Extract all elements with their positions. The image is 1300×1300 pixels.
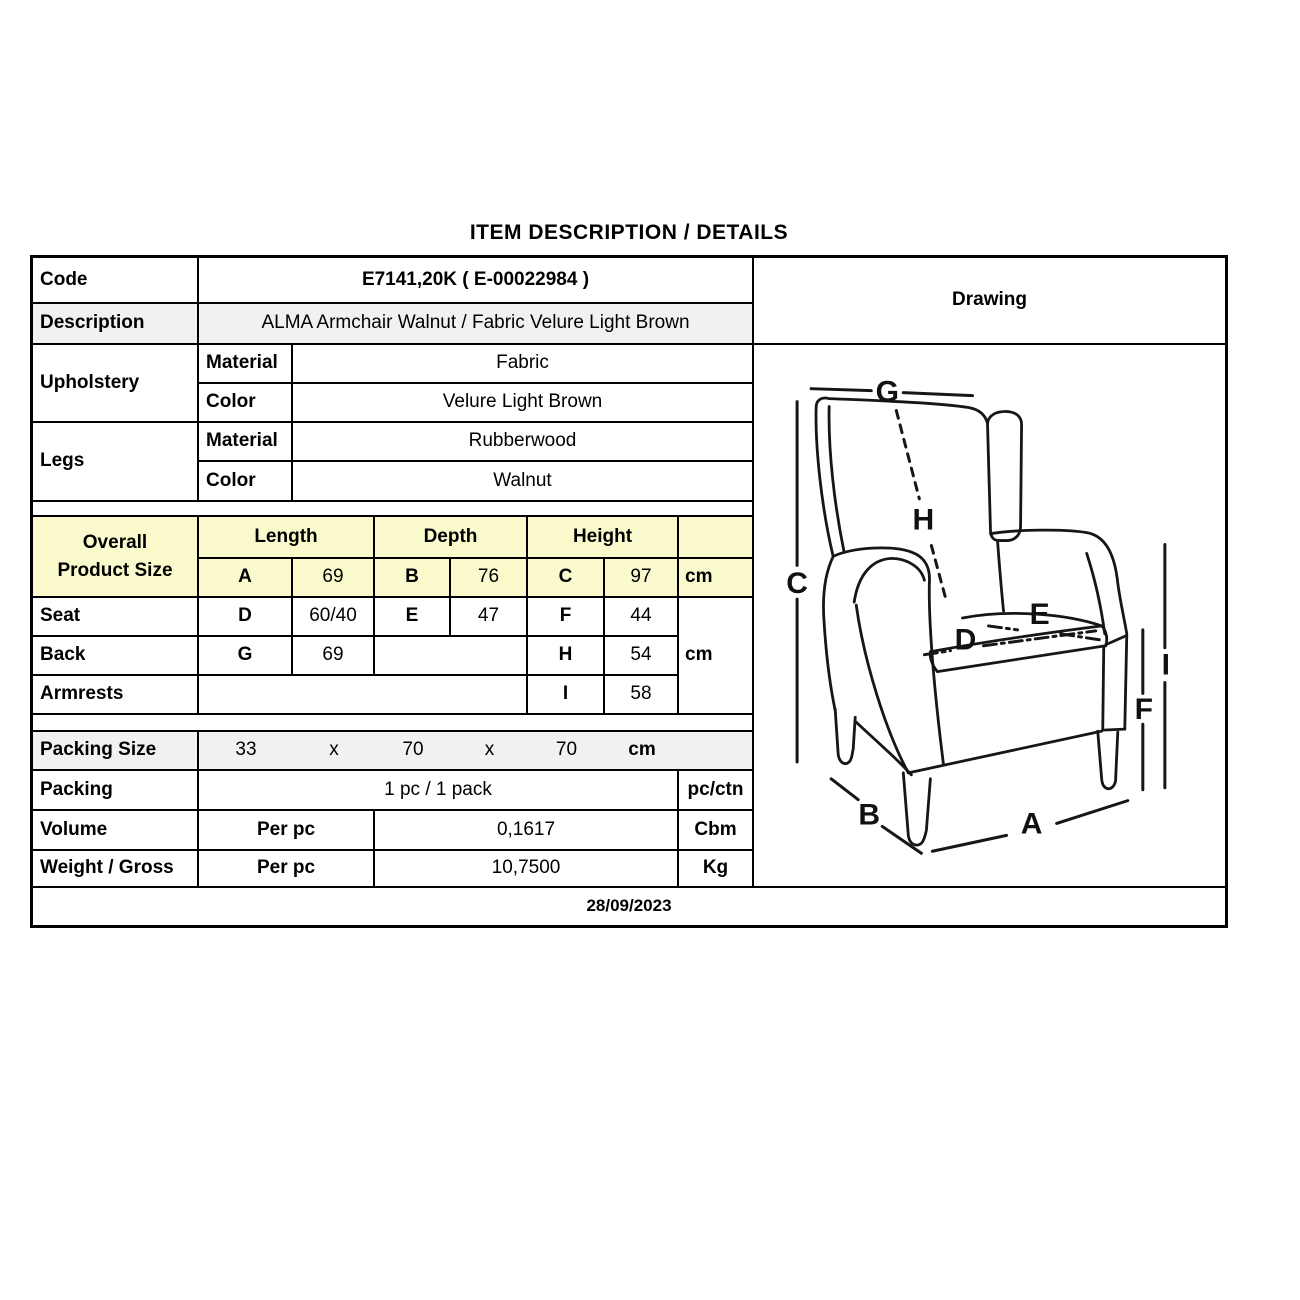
chair-left-side: [823, 556, 835, 710]
overall-label-line1: Overall: [82, 531, 148, 553]
footer-date: 28/09/2023: [586, 896, 672, 916]
back-h-key: H: [528, 637, 605, 676]
overall-a-value: 69: [293, 559, 375, 598]
back-label: Back: [33, 637, 199, 676]
chair-base-front-right-edge: [1103, 647, 1104, 730]
seat-f-key: F: [528, 598, 605, 637]
chair-left-arm-inner-arc: [854, 558, 924, 602]
base-front-bottom-edge: [908, 731, 1101, 773]
dim-label-b: B: [858, 798, 881, 832]
seat-d-value: 60/40: [293, 598, 375, 637]
overall-c-value: 97: [605, 559, 679, 598]
armrests-label: Armrests: [33, 676, 199, 715]
seat-f-value: 44: [605, 598, 679, 637]
spacer-row: [33, 502, 754, 517]
weight-value: 10,7500: [375, 851, 679, 888]
packing-size-values: [199, 732, 754, 771]
overall-a-key: A: [199, 559, 293, 598]
dim-label-a: A: [1020, 807, 1043, 841]
packing-size-unit: cm: [628, 739, 656, 761]
chair-base-right-bottom: [1103, 729, 1125, 730]
page-title: ITEM DESCRIPTION / DETAILS: [469, 221, 789, 244]
armrests-i-value: 58: [605, 676, 679, 715]
body-unit: cm: [679, 598, 754, 715]
packing-label: Packing: [33, 771, 199, 811]
back-g-key: G: [199, 637, 293, 676]
dim-label-g: G: [875, 375, 899, 409]
overall-label-line2: Product Size: [57, 559, 173, 581]
dim-label-e: E: [1029, 598, 1050, 631]
armrests-empty-cell: [199, 676, 528, 715]
volume-label: Volume: [33, 811, 199, 851]
armchair-drawing: [754, 345, 1225, 888]
packing-value: 1 pc / 1 pack: [199, 771, 679, 811]
dim-label-d: D: [954, 623, 977, 657]
header-depth: Depth: [375, 517, 528, 559]
header-length: Length: [199, 517, 375, 559]
leg-back-left: [835, 709, 855, 763]
packing-size-sep: x: [484, 739, 495, 761]
cushion-right-cap: [1102, 626, 1107, 646]
description-label: Description: [33, 304, 199, 345]
overall-b-value: 76: [451, 559, 528, 598]
overall-c-key: C: [528, 559, 605, 598]
volume-basis: Per pc: [199, 811, 375, 851]
chair-inner-back-edge: [998, 541, 1004, 611]
chair-right-arm: [991, 530, 1127, 729]
legs-label: Legs: [33, 423, 199, 502]
dim-label-h: H: [912, 503, 935, 537]
drawing-header: Drawing: [754, 258, 1225, 345]
packing-size-label: Packing Size: [33, 732, 199, 771]
seat-e-value: 47: [451, 598, 528, 637]
overall-unit: cm: [679, 559, 754, 598]
legs-material-label: Material: [199, 423, 293, 462]
chair-back-inner-line: [829, 407, 844, 553]
overall-product-size-label: [33, 517, 199, 598]
chair-base-right-top: [1106, 636, 1126, 645]
upholstery-color-value: Velure Light Brown: [293, 384, 754, 423]
back-h-value: 54: [605, 637, 679, 676]
legs-material-value: Rubberwood: [293, 423, 754, 462]
armchair-outline: [816, 398, 1127, 845]
legs-color-label: Color: [199, 462, 293, 502]
dimension-lines: [797, 389, 1165, 854]
seat-d-key: D: [199, 598, 293, 637]
upholstery-color-label: Color: [199, 384, 293, 423]
description-value: ALMA Armchair Walnut / Fabric Velure Light Brown: [199, 304, 754, 345]
packing-size-value-grid: [199, 732, 752, 769]
volume-unit: Cbm: [679, 811, 754, 851]
dim-label-f: F: [1134, 693, 1154, 727]
seat-e-key: E: [375, 598, 451, 637]
header-height: Height: [528, 517, 679, 559]
weight-label: Weight / Gross: [33, 851, 199, 888]
upholstery-label: Upholstery: [33, 345, 199, 423]
armchair-drawing-svg: [754, 345, 1225, 886]
spacer-row: [33, 715, 754, 732]
packing-unit: pc/ctn: [679, 771, 754, 811]
leg-front-right: [1098, 731, 1118, 789]
dimension-labels: [786, 376, 1170, 841]
upholstery-material-label: Material: [199, 345, 293, 384]
code-label: Code: [33, 258, 199, 304]
weight-basis: Per pc: [199, 851, 375, 888]
upholstery-material-value: Fabric: [293, 345, 754, 384]
leg-front-left: [903, 773, 930, 845]
dim-label-i: I: [1161, 648, 1171, 682]
legs-color-value: Walnut: [293, 462, 754, 502]
packing-size-width: 33: [235, 739, 257, 761]
armrests-i-key: I: [528, 676, 605, 715]
packing-size-depth: 70: [402, 739, 424, 761]
dim-label-c: C: [786, 567, 808, 601]
overall-b-key: B: [375, 559, 451, 598]
packing-size-height: 70: [555, 739, 578, 761]
seat-label: Seat: [33, 598, 199, 637]
volume-value: 0,1617: [375, 811, 679, 851]
back-g-value: 69: [293, 637, 375, 676]
header-unit-empty: [679, 517, 754, 559]
base-left-bottom-edge: [855, 721, 911, 775]
weight-unit: Kg: [679, 851, 754, 888]
chair-left-arm-front-edge: [929, 582, 943, 764]
chair-wing: [987, 412, 1021, 541]
packing-size-sep: x: [329, 739, 339, 761]
item-details-table: [30, 255, 1228, 928]
code-value: E7141,20K ( E-00022984 ): [199, 258, 754, 304]
back-empty-cell: [375, 637, 528, 676]
